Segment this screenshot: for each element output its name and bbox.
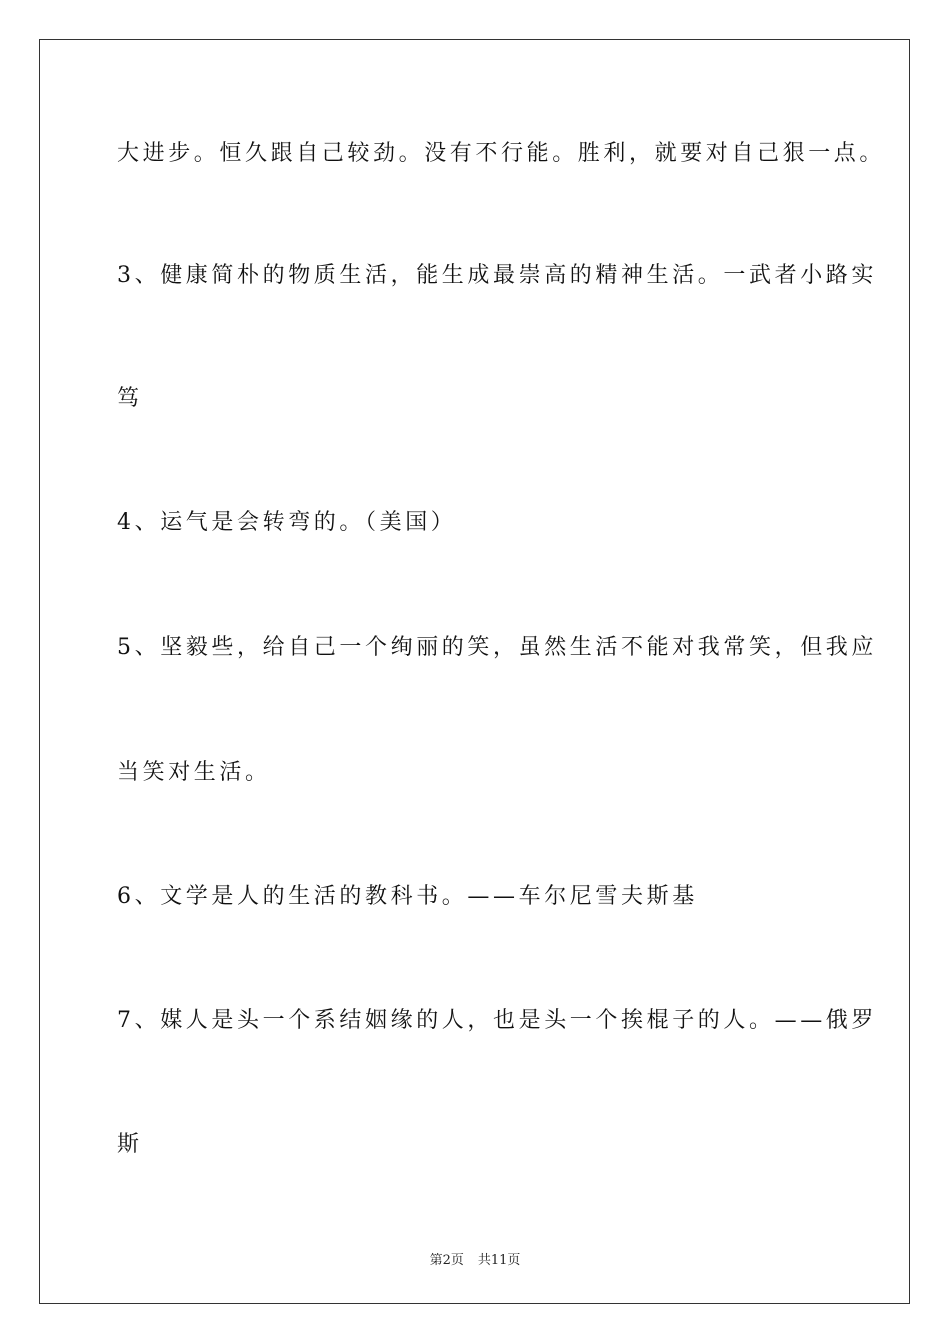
page-total: 共11页 bbox=[477, 1253, 521, 1268]
text-line-4: 4、运气是会转弯的。（美国） bbox=[117, 510, 457, 535]
text-line-3: 笃 bbox=[117, 386, 143, 411]
text-line-9: 斯 bbox=[117, 1132, 143, 1157]
text-line-5: 5、坚毅些，给自己一个绚丽的笑，虽然生活不能对我常笑，但我应 bbox=[117, 635, 877, 660]
text-line-8: 7、媒人是头一个系结姻缘的人，也是头一个挨棍子的人。——俄罗 bbox=[117, 1008, 877, 1033]
text-line-2: 3、健康简朴的物质生活，能生成最崇高的精神生活。一武者小路实 bbox=[117, 263, 877, 288]
page-footer bbox=[0, 1249, 950, 1268]
page-number: 第2页 bbox=[429, 1253, 464, 1268]
page-border bbox=[39, 39, 910, 1304]
text-line-6: 当笑对生活。 bbox=[117, 760, 271, 785]
text-line-7: 6、文学是人的生活的教科书。——车尔尼雪夫斯基 bbox=[117, 884, 698, 909]
text-line-1: 大进步。恒久跟自己较劲。没有不行能。胜利，就要对自己狠一点。 bbox=[117, 141, 886, 166]
